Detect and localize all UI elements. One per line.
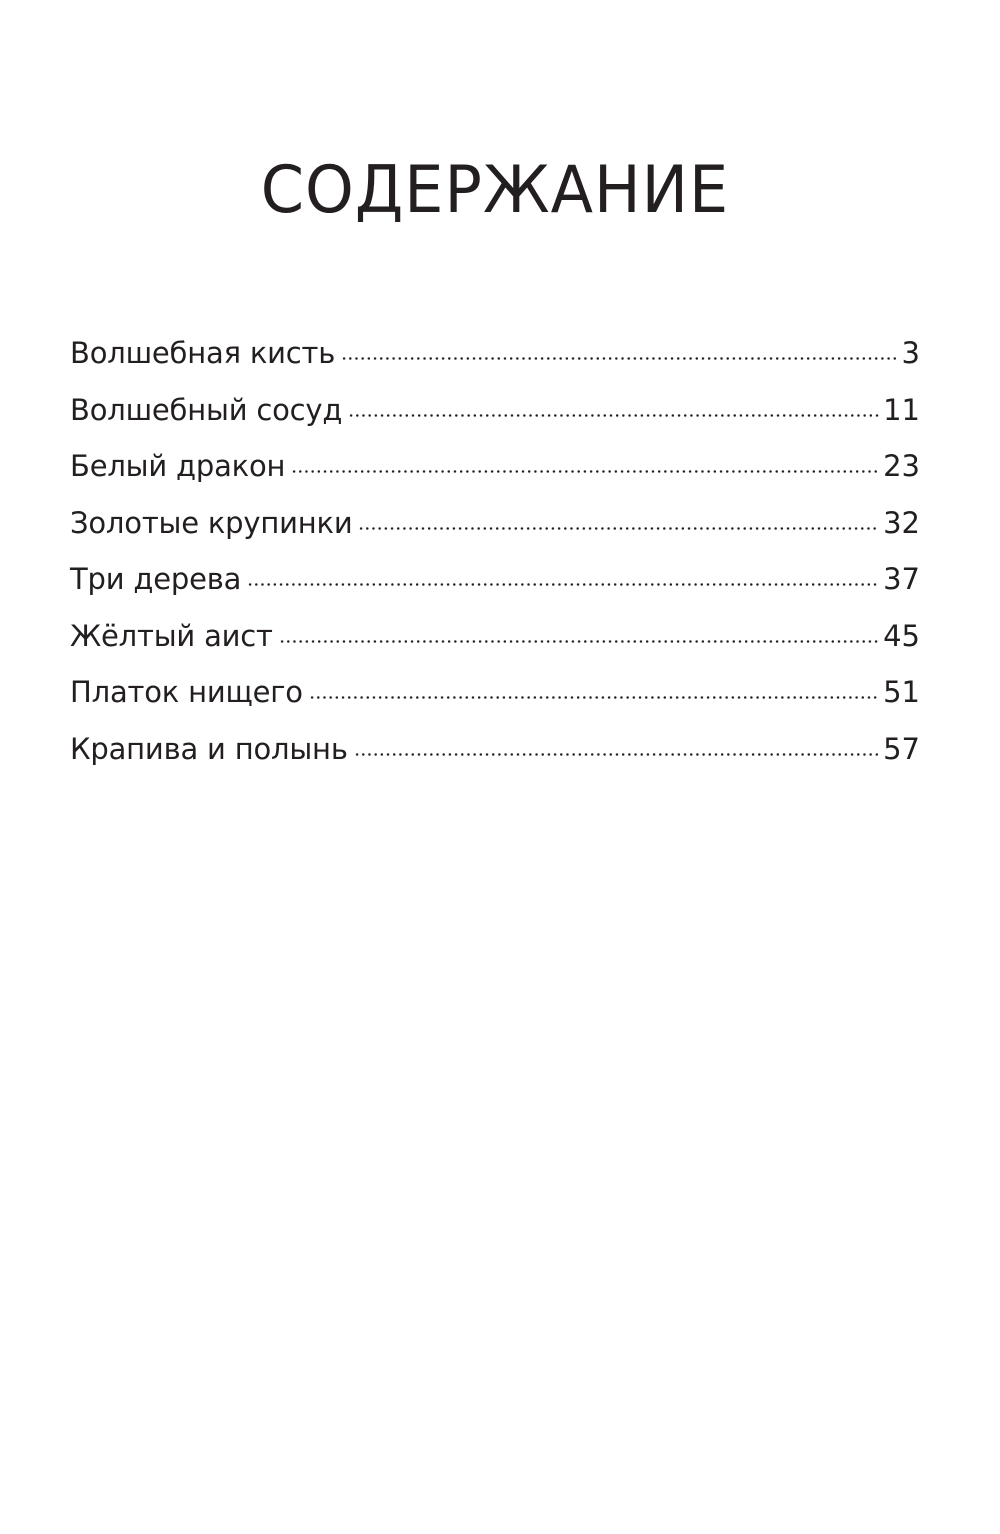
toc-entry bbox=[70, 438, 920, 495]
toc-entry-page: 51 bbox=[883, 675, 920, 709]
toc-dot-leader bbox=[291, 470, 879, 473]
toc-entry bbox=[70, 495, 920, 552]
toc-entry bbox=[70, 664, 920, 721]
toc-entry bbox=[70, 721, 920, 778]
toc-dot-leader bbox=[309, 696, 879, 699]
toc-entry-title: Волшебный сосуд bbox=[70, 392, 343, 427]
toc-dot-leader bbox=[348, 414, 879, 417]
toc-dot-leader bbox=[354, 753, 879, 756]
toc-entry-title: Золотые крупинки bbox=[70, 505, 353, 540]
toc-entry-title: Жёлтый аист bbox=[70, 618, 273, 653]
toc-entry-title: Крапива и полынь bbox=[70, 731, 348, 766]
toc-entry bbox=[70, 382, 920, 439]
toc-dot-leader bbox=[247, 583, 879, 586]
toc-entry-page: 57 bbox=[883, 731, 920, 766]
toc-entry bbox=[70, 608, 920, 665]
page-title: СОДЕРЖАНИЕ bbox=[260, 151, 730, 228]
toc-entry-page: 3 bbox=[901, 336, 920, 370]
toc-entry-title: Волшебная кисть bbox=[70, 336, 336, 370]
toc-entry bbox=[70, 325, 920, 382]
toc-entry bbox=[70, 551, 920, 608]
toc-dot-leader bbox=[358, 527, 879, 530]
toc-entry-title: Три дерева bbox=[70, 562, 242, 596]
toc-dot-leader bbox=[341, 357, 897, 360]
table-of-contents bbox=[70, 325, 920, 777]
toc-entry-page: 32 bbox=[883, 505, 920, 540]
toc-entry-page: 11 bbox=[883, 392, 920, 427]
toc-entry-page: 45 bbox=[883, 618, 920, 653]
toc-entry-page: 37 bbox=[883, 562, 920, 596]
toc-entry-title: Белый дракон bbox=[70, 449, 286, 483]
toc-entry-title: Платок нищего bbox=[70, 675, 303, 709]
toc-dot-leader bbox=[279, 640, 879, 643]
toc-entry-page: 23 bbox=[883, 449, 920, 483]
